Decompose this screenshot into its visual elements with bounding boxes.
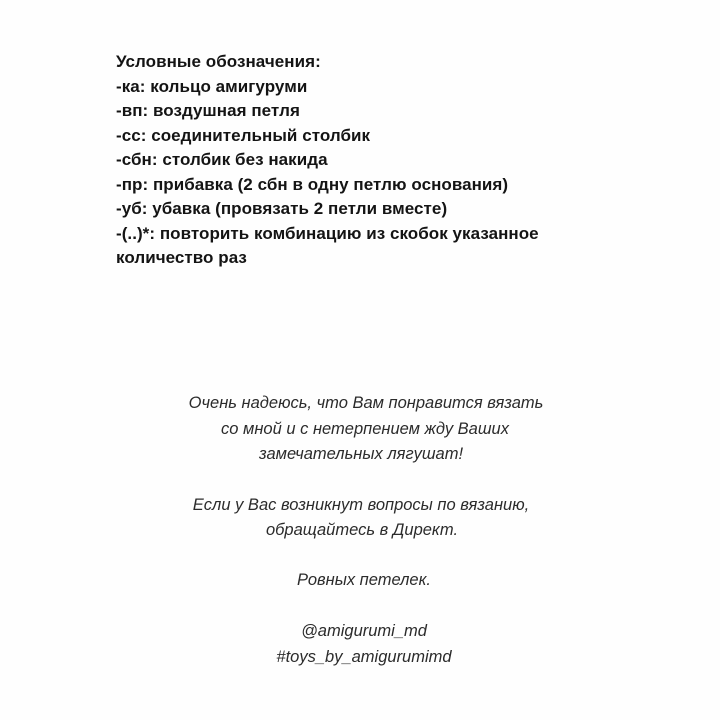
legend-item-ub: -уб: убавка (провязать 2 петли вместе) — [116, 199, 448, 218]
spacer — [0, 544, 720, 568]
instagram-handle: @amigurumi_md — [301, 622, 427, 640]
legend-item-pr: -пр: прибавка (2 сбн в одну петлю основания) — [116, 174, 509, 194]
legend-item-repeat-continued: количество раз — [116, 248, 247, 267]
questions-line-2: обращайтесь в Директ. — [265, 521, 459, 539]
closing-message — [0, 391, 720, 670]
closing-wish: Ровных петелек. — [297, 570, 431, 589]
wish-line-3: замечательных лягушат! — [258, 445, 464, 463]
questions-line-1: Если у Вас возникнут вопросы по вязанию, — [192, 495, 530, 514]
legend-list — [116, 75, 676, 271]
legend-item-repeat: -(..)*: повторить комбинацию из скобок указанное — [116, 223, 539, 243]
legend-item-vp: -вп: воздушная петля — [116, 101, 300, 120]
wish-line-1: Очень надеюсь, что Вам понравится вязать — [188, 394, 544, 412]
hashtag: #toys_by_amigurumimd — [276, 647, 452, 666]
legend-title: Условные обозначения: — [116, 52, 321, 71]
spacer — [0, 468, 720, 493]
wish-line-2: со мной и с нетерпением жду Ваших — [221, 419, 509, 438]
legend-section — [116, 50, 676, 271]
legend-item-ka: -ка: кольцо амигуруми — [116, 76, 308, 96]
legend-item-ss: -сс: соединительный столбик — [116, 125, 371, 145]
spacer — [0, 593, 720, 619]
legend-item-sbn: -сбн: столбик без накида — [116, 150, 328, 169]
